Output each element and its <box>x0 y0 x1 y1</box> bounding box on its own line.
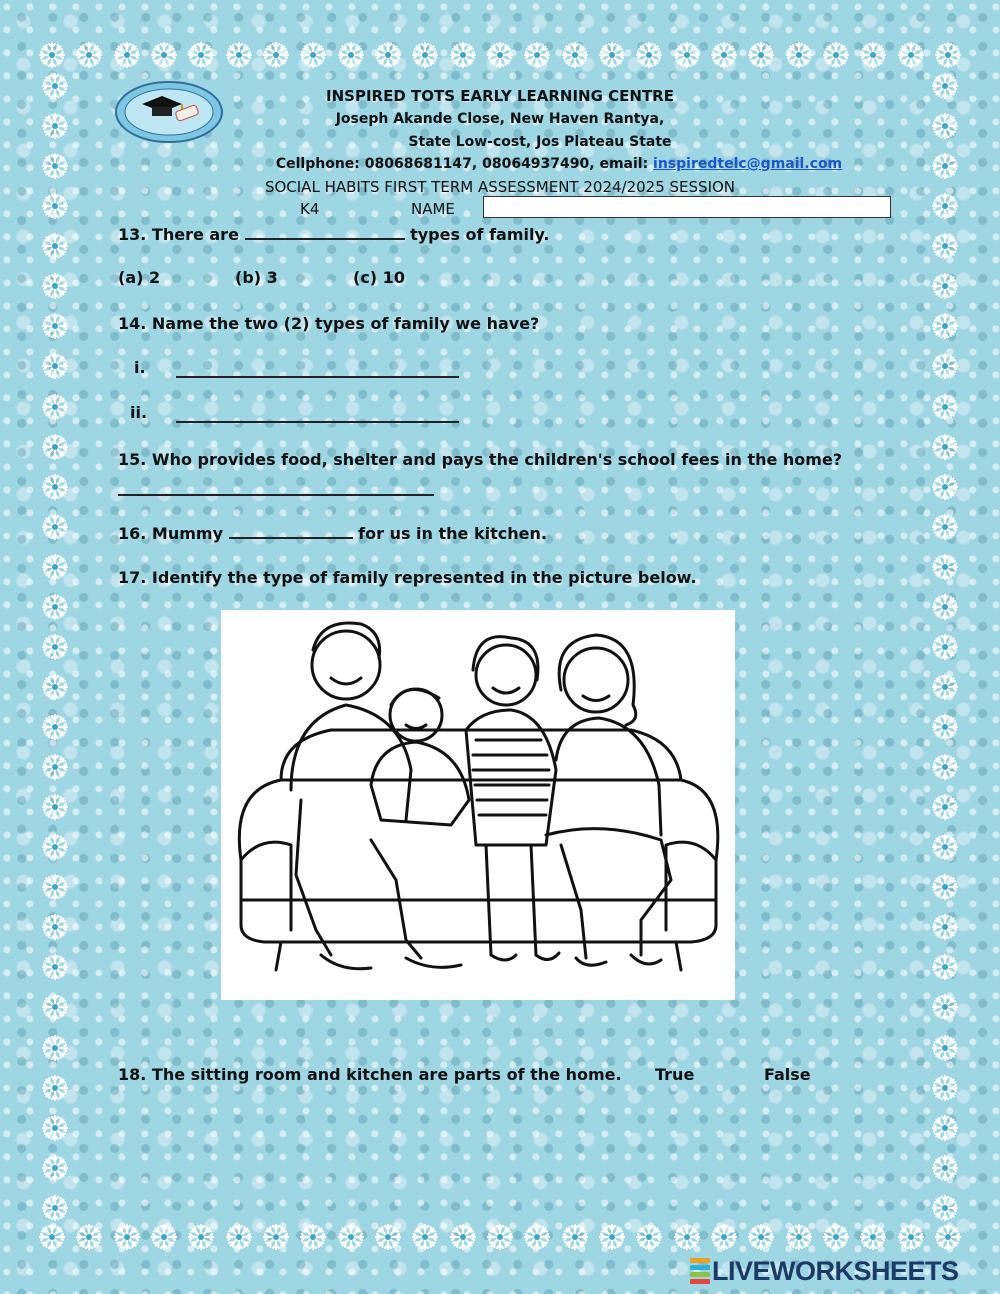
family-picture <box>221 610 735 1000</box>
snowflake-icon <box>931 793 959 821</box>
snowflake-icon <box>299 41 327 69</box>
snowflake-icon <box>897 41 925 69</box>
snowflake-icon <box>41 473 69 501</box>
snowflake-icon <box>411 1223 439 1251</box>
q15-answer[interactable] <box>118 480 434 496</box>
snowflake-icon <box>449 41 477 69</box>
snowflake-icon <box>41 192 69 220</box>
snowflake-icon <box>710 41 738 69</box>
brand-name: LIVEWORKSHEETS <box>712 1255 959 1286</box>
q13-text-before: 13. There are <box>118 225 245 244</box>
snowflake-icon <box>859 41 887 69</box>
snowflake-icon <box>931 272 959 300</box>
snowflake-icon <box>486 1223 514 1251</box>
snowflake-icon <box>523 1223 551 1251</box>
snowflake-icon <box>337 1223 365 1251</box>
snowflake-icon <box>113 1223 141 1251</box>
address-line-1: Joseph Akande Close, New Haven Rantya, <box>335 111 665 127</box>
liveworksheets-logo-icon <box>690 1258 710 1284</box>
snowflake-icon <box>931 1194 959 1222</box>
snowflake-icon <box>822 1223 850 1251</box>
snowflake-icon <box>931 913 959 941</box>
border-bottom <box>38 1220 962 1254</box>
assessment-title: SOCIAL HABITS FIRST TERM ASSESSMENT 2024/2025 SESSION <box>264 178 736 196</box>
snowflake-icon <box>934 41 962 69</box>
snowflake-icon <box>747 1223 775 1251</box>
snowflake-icon <box>41 312 69 340</box>
question-15: 15. Who provides food, shelter and pays the children's school fees in the home? <box>118 450 843 469</box>
q13-blank[interactable] <box>245 224 405 240</box>
snowflake-icon <box>931 833 959 861</box>
snowflake-icon <box>710 1223 738 1251</box>
snowflake-icon <box>41 913 69 941</box>
snowflake-icon <box>41 1154 69 1182</box>
snowflake-icon <box>635 41 663 69</box>
border-left <box>38 72 72 1222</box>
snowflake-icon <box>931 633 959 661</box>
snowflake-icon <box>41 513 69 541</box>
snowflake-icon <box>38 41 66 69</box>
snowflake-icon <box>598 41 626 69</box>
snowflake-icon <box>411 41 439 69</box>
snowflake-icon <box>931 192 959 220</box>
snowflake-icon <box>262 1223 290 1251</box>
question-17: 17. Identify the type of family represented in the picture below. <box>118 568 697 587</box>
snowflake-icon <box>41 793 69 821</box>
snowflake-icon <box>41 753 69 781</box>
snowflake-icon <box>41 873 69 901</box>
snowflake-icon <box>262 41 290 69</box>
snowflake-icon <box>374 41 402 69</box>
q13-option-b[interactable]: (b) 3 <box>235 268 278 287</box>
q18-false-option[interactable]: False <box>764 1065 811 1084</box>
snowflake-icon <box>75 1223 103 1251</box>
contact-prefix: Cellphone: 08068681147, 08064937490, email: <box>275 156 654 172</box>
snowflake-icon <box>41 1114 69 1142</box>
snowflake-icon <box>785 41 813 69</box>
q13-option-c[interactable]: (c) 10 <box>353 268 405 287</box>
snowflake-icon <box>931 873 959 901</box>
snowflake-icon <box>225 41 253 69</box>
name-input[interactable] <box>483 196 891 218</box>
snowflake-icon <box>150 1223 178 1251</box>
question-18: 18. The sitting room and kitchen are parts of the home. <box>118 1065 622 1084</box>
snowflake-icon <box>41 393 69 421</box>
snowflake-icon <box>931 1034 959 1062</box>
snowflake-icon <box>41 593 69 621</box>
snowflake-icon <box>523 41 551 69</box>
q16-text-after: for us in the kitchen. <box>352 524 547 543</box>
snowflake-icon <box>931 1154 959 1182</box>
school-name: INSPIRED TOTS EARLY LEARNING CENTRE <box>326 87 674 105</box>
snowflake-icon <box>41 232 69 260</box>
snowflake-icon <box>635 1223 663 1251</box>
snowflake-icon <box>41 713 69 741</box>
snowflake-icon <box>931 473 959 501</box>
snowflake-icon <box>931 993 959 1021</box>
snowflake-icon <box>41 272 69 300</box>
snowflake-icon <box>374 1223 402 1251</box>
q14-item-2-label: ii. <box>130 403 148 422</box>
snowflake-icon <box>673 41 701 69</box>
snowflake-icon <box>561 1223 589 1251</box>
q14-answer-2[interactable] <box>176 407 459 423</box>
snowflake-icon <box>41 1074 69 1102</box>
snowflake-icon <box>931 713 959 741</box>
snowflake-icon <box>113 41 141 69</box>
q14-item-1-label: i. <box>134 358 146 377</box>
snowflake-icon <box>934 1223 962 1251</box>
snowflake-icon <box>931 352 959 380</box>
q14-answer-1[interactable] <box>176 362 459 378</box>
snowflake-icon <box>931 1114 959 1142</box>
snowflake-icon <box>225 1223 253 1251</box>
q13-option-a[interactable]: (a) 2 <box>118 268 161 287</box>
email-link[interactable]: inspiredtelc@gmail.com <box>653 156 843 172</box>
snowflake-icon <box>41 352 69 380</box>
q16-text-before: 16. Mummy <box>118 524 229 543</box>
snowflake-icon <box>41 953 69 981</box>
name-label: NAME <box>411 200 455 218</box>
snowflake-icon <box>931 673 959 701</box>
snowflake-icon <box>187 1223 215 1251</box>
snowflake-icon <box>486 41 514 69</box>
q13-text-after: types of family. <box>404 225 550 244</box>
snowflake-icon <box>41 993 69 1021</box>
snowflake-icon <box>859 1223 887 1251</box>
address-line-2: State Low-cost, Jos Plateau State <box>408 134 672 150</box>
question-16 <box>118 523 547 544</box>
snowflake-icon <box>931 433 959 461</box>
snowflake-icon <box>41 1194 69 1222</box>
q18-true-option[interactable]: True <box>655 1065 695 1084</box>
snowflake-icon <box>785 1223 813 1251</box>
snowflake-icon <box>897 1223 925 1251</box>
snowflake-icon <box>598 1223 626 1251</box>
snowflake-icon <box>931 753 959 781</box>
snowflake-icon <box>41 633 69 661</box>
liveworksheets-brand[interactable] <box>690 1256 959 1286</box>
snowflake-icon <box>561 41 589 69</box>
snowflake-icon <box>822 41 850 69</box>
border-right <box>928 72 962 1222</box>
snowflake-icon <box>150 41 178 69</box>
snowflake-icon <box>931 393 959 421</box>
question-13 <box>118 224 550 245</box>
snowflake-icon <box>747 41 775 69</box>
snowflake-icon <box>299 1223 327 1251</box>
snowflake-icon <box>931 1074 959 1102</box>
snowflake-icon <box>931 232 959 260</box>
snowflake-icon <box>41 833 69 861</box>
snowflake-icon <box>673 1223 701 1251</box>
snowflake-icon <box>931 553 959 581</box>
question-14: 14. Name the two (2) types of family we have? <box>118 314 540 333</box>
class-label: K4 <box>300 200 320 218</box>
snowflake-icon <box>41 553 69 581</box>
border-top <box>38 38 962 72</box>
snowflake-icon <box>75 41 103 69</box>
contact-line <box>59 155 1000 173</box>
snowflake-icon <box>337 41 365 69</box>
snowflake-icon <box>41 1034 69 1062</box>
snowflake-icon <box>41 673 69 701</box>
snowflake-icon <box>187 41 215 69</box>
snowflake-icon <box>41 433 69 461</box>
snowflake-icon <box>931 312 959 340</box>
snowflake-icon <box>931 953 959 981</box>
snowflake-icon <box>38 1223 66 1251</box>
q16-blank[interactable] <box>229 523 353 539</box>
snowflake-icon <box>931 593 959 621</box>
snowflake-icon <box>931 513 959 541</box>
snowflake-icon <box>449 1223 477 1251</box>
